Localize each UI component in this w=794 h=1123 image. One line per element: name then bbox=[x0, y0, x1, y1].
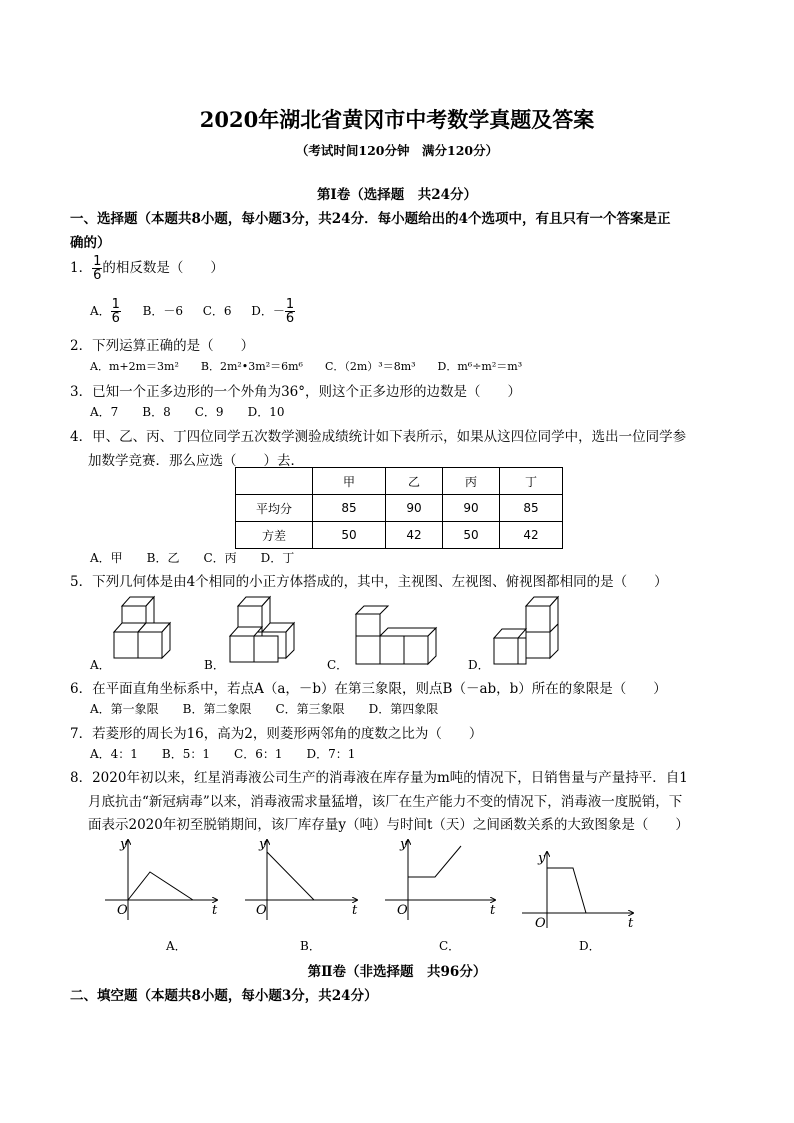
q8-label-d: D． bbox=[579, 939, 601, 953]
question-7: 7．若菱形的周长为16，高为2，则菱形两邻角的度数之比为（ ） bbox=[70, 726, 483, 742]
table-cell: 42 bbox=[500, 522, 563, 549]
q1-option-c: C．6 bbox=[202, 304, 232, 318]
q1-number: 1． bbox=[70, 260, 93, 276]
q1-options bbox=[90, 297, 295, 325]
q1-option-a-fraction bbox=[111, 298, 121, 325]
q8-label-a: A． bbox=[166, 939, 187, 953]
question-8-line1: 8．2020年初以来，红星消毒液公司生产的消毒液在库存量为m吨的情况下，日销售量与产量持平．自1 bbox=[70, 770, 688, 786]
q1-option-a-den: 6 bbox=[111, 311, 120, 326]
q1-option-d-fraction bbox=[285, 298, 295, 325]
section1-instructions-line2: 确的） bbox=[70, 235, 111, 251]
q5-label-c: C． bbox=[327, 658, 349, 672]
table-header-row bbox=[236, 468, 563, 495]
q1-text: 的相反数是（ ） bbox=[102, 260, 224, 276]
q8-label-b: B． bbox=[300, 939, 321, 953]
question-6: 6．在平面直角坐标系中，若点A（a，－b）在第三象限，则点B（－ab，b）所在的象限是（ ） bbox=[70, 681, 667, 697]
q5-figure-d bbox=[494, 597, 558, 664]
q4-options: A．甲 B．乙 C．丙 D．丁 bbox=[90, 551, 295, 565]
q5-figure-c bbox=[356, 606, 436, 664]
q1-option-d-num: 1 bbox=[285, 297, 295, 312]
q8-b-y-label: y bbox=[259, 837, 267, 852]
table-row bbox=[236, 495, 563, 522]
table-cell: 85 bbox=[313, 495, 386, 522]
q8-c-t-label: t bbox=[490, 903, 496, 918]
q3-options: A．7 B．8 C．9 D．10 bbox=[90, 405, 285, 419]
q5-cube-figures bbox=[90, 592, 670, 672]
question-1 bbox=[70, 254, 224, 282]
q8-d-origin: O bbox=[535, 916, 546, 930]
q7-options: A．4：1 B．5：1 C．6：1 D．7：1 bbox=[90, 747, 356, 761]
question-4-line2: 加数学竞赛．那么应选（ ）去． bbox=[88, 453, 304, 469]
section2-instructions: 二、填空题（本题共8小题，每小题3分，共24分） bbox=[70, 988, 378, 1004]
table-cell: 90 bbox=[386, 495, 443, 522]
q8-function-graphs bbox=[95, 830, 655, 930]
q5-label-d: D． bbox=[468, 658, 490, 672]
q1-option-d bbox=[251, 297, 295, 326]
q8-c-origin: O bbox=[397, 903, 408, 918]
q8-label-c: C． bbox=[439, 939, 461, 953]
q6-options: A．第一象限 B．第二象限 C．第三象限 D．第四象限 bbox=[90, 702, 439, 716]
table-header-cell: 丁 bbox=[500, 468, 563, 495]
q1-option-a-num: 1 bbox=[111, 297, 120, 312]
q8-d-y-label: y bbox=[538, 851, 546, 866]
q8-a-origin: O bbox=[117, 903, 128, 918]
q5-label-b: B． bbox=[204, 658, 225, 672]
table-cell: 50 bbox=[313, 522, 386, 549]
q5-figure-a bbox=[114, 597, 170, 658]
q1-option-b: B．－6 bbox=[142, 304, 184, 318]
q1-option-a-label: A． bbox=[90, 304, 111, 318]
q1-frac-den: 6 bbox=[93, 268, 102, 283]
q5-label-a: A． bbox=[90, 658, 111, 672]
question-5: 5．下列几何体是由4个相同的小正方体搭成的，其中，主视图、左视图、俯视图都相同的是（ ） bbox=[70, 574, 668, 590]
table-header-cell: 丙 bbox=[443, 468, 500, 495]
part2-heading: 第Ⅱ卷（非选择题 共96分） bbox=[307, 964, 487, 980]
q1-option-d-den: 6 bbox=[285, 311, 295, 326]
table-cell: 平均分 bbox=[236, 495, 313, 522]
question-8-line3: 面表示2020年初至脱销期间，该厂库存量y（吨）与时间t（天）之间函数关系的大致图象是（ ） bbox=[88, 817, 689, 833]
q8-c-y-label: y bbox=[400, 837, 408, 852]
q8-d-t-label: t bbox=[628, 916, 634, 930]
page-title: 2020年湖北省黄冈市中考数学真题及答案 bbox=[199, 107, 595, 132]
q1-option-d-label: D．－ bbox=[251, 304, 285, 318]
table-cell: 方差 bbox=[236, 522, 313, 549]
question-8-line2: 月底抗击“新冠病毒”以来，消毒液需求量猛增，该厂在生产能力不变的情况下，消毒液一度脱销，下 bbox=[88, 794, 683, 810]
table-header-cell: 甲 bbox=[313, 468, 386, 495]
q8-a-t-label: t bbox=[212, 903, 218, 918]
table-row bbox=[236, 522, 563, 549]
question-4-line1: 4．甲、乙、丙、丁四位同学五次数学测验成绩统计如下表所示，如果从这四位同学中，选出一位同学参 bbox=[70, 429, 687, 445]
table-cell: 42 bbox=[386, 522, 443, 549]
table-header-cell: 乙 bbox=[386, 468, 443, 495]
q1-frac-num: 1 bbox=[93, 254, 102, 269]
q8-a-y-label: y bbox=[120, 837, 128, 852]
part1-heading: 第Ⅰ卷（选择题 共24分） bbox=[316, 187, 478, 203]
exam-info: （考试时间120分钟 满分120分） bbox=[295, 143, 499, 158]
q8-b-t-label: t bbox=[352, 903, 358, 918]
q1-fraction bbox=[92, 255, 102, 282]
q1-option-a bbox=[90, 297, 121, 326]
q8-b-origin: O bbox=[256, 903, 267, 918]
table-cell: 50 bbox=[443, 522, 500, 549]
q5-figure-b bbox=[230, 597, 294, 662]
question-3: 3．已知一个正多边形的一个外角为36°，则这个正多边形的边数是（ ） bbox=[70, 384, 522, 400]
section1-instructions-line1: 一、选择题（本题共8小题，每小题3分，共24分．每小题给出的4个选项中，有且只有一个答案是正 bbox=[70, 211, 671, 227]
table-cell: 85 bbox=[500, 495, 563, 522]
score-table bbox=[235, 467, 563, 549]
table-cell: 90 bbox=[443, 495, 500, 522]
question-2: 2．下列运算正确的是（ ） bbox=[70, 338, 255, 354]
table-header-cell bbox=[236, 468, 313, 495]
q2-options: A．m+2m＝3m² B．2m²•3m²＝6m⁶ C．（2m）³＝8m³ D．m⁶÷m²＝m³ bbox=[90, 360, 523, 373]
